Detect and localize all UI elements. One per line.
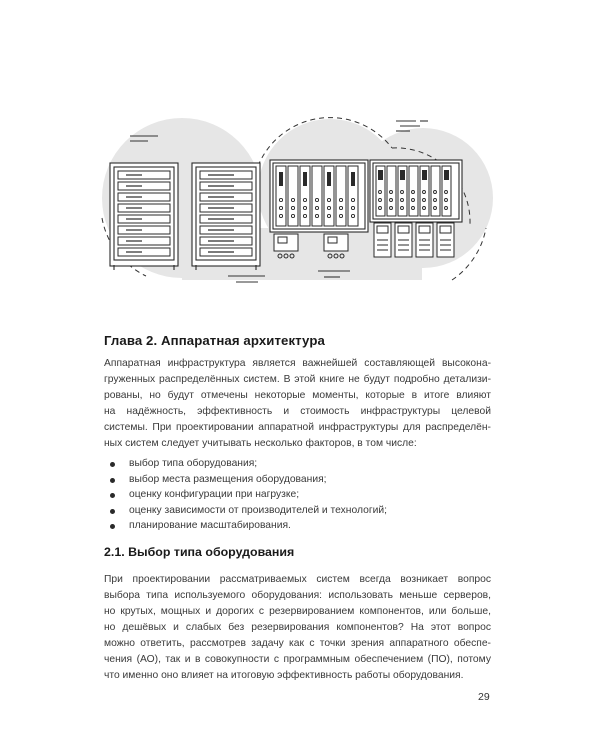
list-item <box>104 472 387 488</box>
hardware-illustration <box>100 108 495 296</box>
list-item <box>104 518 387 534</box>
list-item-text: выбор типа оборудования; <box>129 458 258 469</box>
list-item <box>104 456 387 472</box>
text-line: на надёжность, эффективность и стоимость инфраструктуры целевой <box>104 406 491 417</box>
section-title: 2.1. Выбор типа оборудования <box>104 545 295 559</box>
section-paragraph <box>104 572 491 684</box>
text-line: При проектировании рассматриваемых систем всегда возникает вопрос <box>104 574 491 585</box>
list-item-text: оценку конфигурации при нагрузке; <box>129 489 300 501</box>
list-item-text: оценку зависимости от производителей и технологий; <box>129 504 387 516</box>
list-item-text: выбор места размещения оборудования; <box>129 473 327 485</box>
text-line: выбора типа используемого оборудования: использовать меньше серверов, <box>104 590 491 601</box>
page-number: 29 <box>478 691 490 703</box>
bullet-icon <box>110 509 115 514</box>
list-item <box>104 503 387 519</box>
list-item <box>104 487 387 503</box>
intro-paragraph <box>104 356 491 452</box>
factors-list <box>104 456 387 534</box>
text-line: но дешёвых и слабых без резервирования компонентов? На этот вопрос <box>104 622 491 633</box>
text-line: чения (АО), так и в совокупности с программным обеспечением (ПО), потому <box>104 654 491 665</box>
bullet-icon <box>110 462 115 467</box>
text-line: Аппаратная инфраструктура является важнейшей составляющей высоконa- <box>104 358 491 369</box>
text-line: рованы, но будут отмечены некоторые моменты, которые в итоге влияют <box>104 390 491 401</box>
text-line: груженных распределённых систем. В этой книге не будут подробно детализи- <box>104 374 491 385</box>
text-line: можно ответить, рассмотрев задачу как с точки зрения аппаратного обеспе- <box>104 638 491 649</box>
bullet-icon <box>110 493 115 498</box>
bullet-icon <box>110 524 115 529</box>
text-line: но крутых, мощных и дорогих с резервированием компонентов, или больше, <box>104 606 491 617</box>
text-line: системы. При проектировании аппаратной инфраструктуры для распределён- <box>104 422 491 433</box>
bullet-icon <box>110 478 115 483</box>
text-line: что именно оно влияет на итоговую эффективность работы оборудования. <box>104 670 464 681</box>
chapter-title: Глава 2. Аппаратная архитектура <box>104 333 325 348</box>
list-item-text: планирование масштабирования. <box>129 520 291 532</box>
text-line: ных систем следует учитывать несколько факторов, в том числе: <box>104 438 417 449</box>
